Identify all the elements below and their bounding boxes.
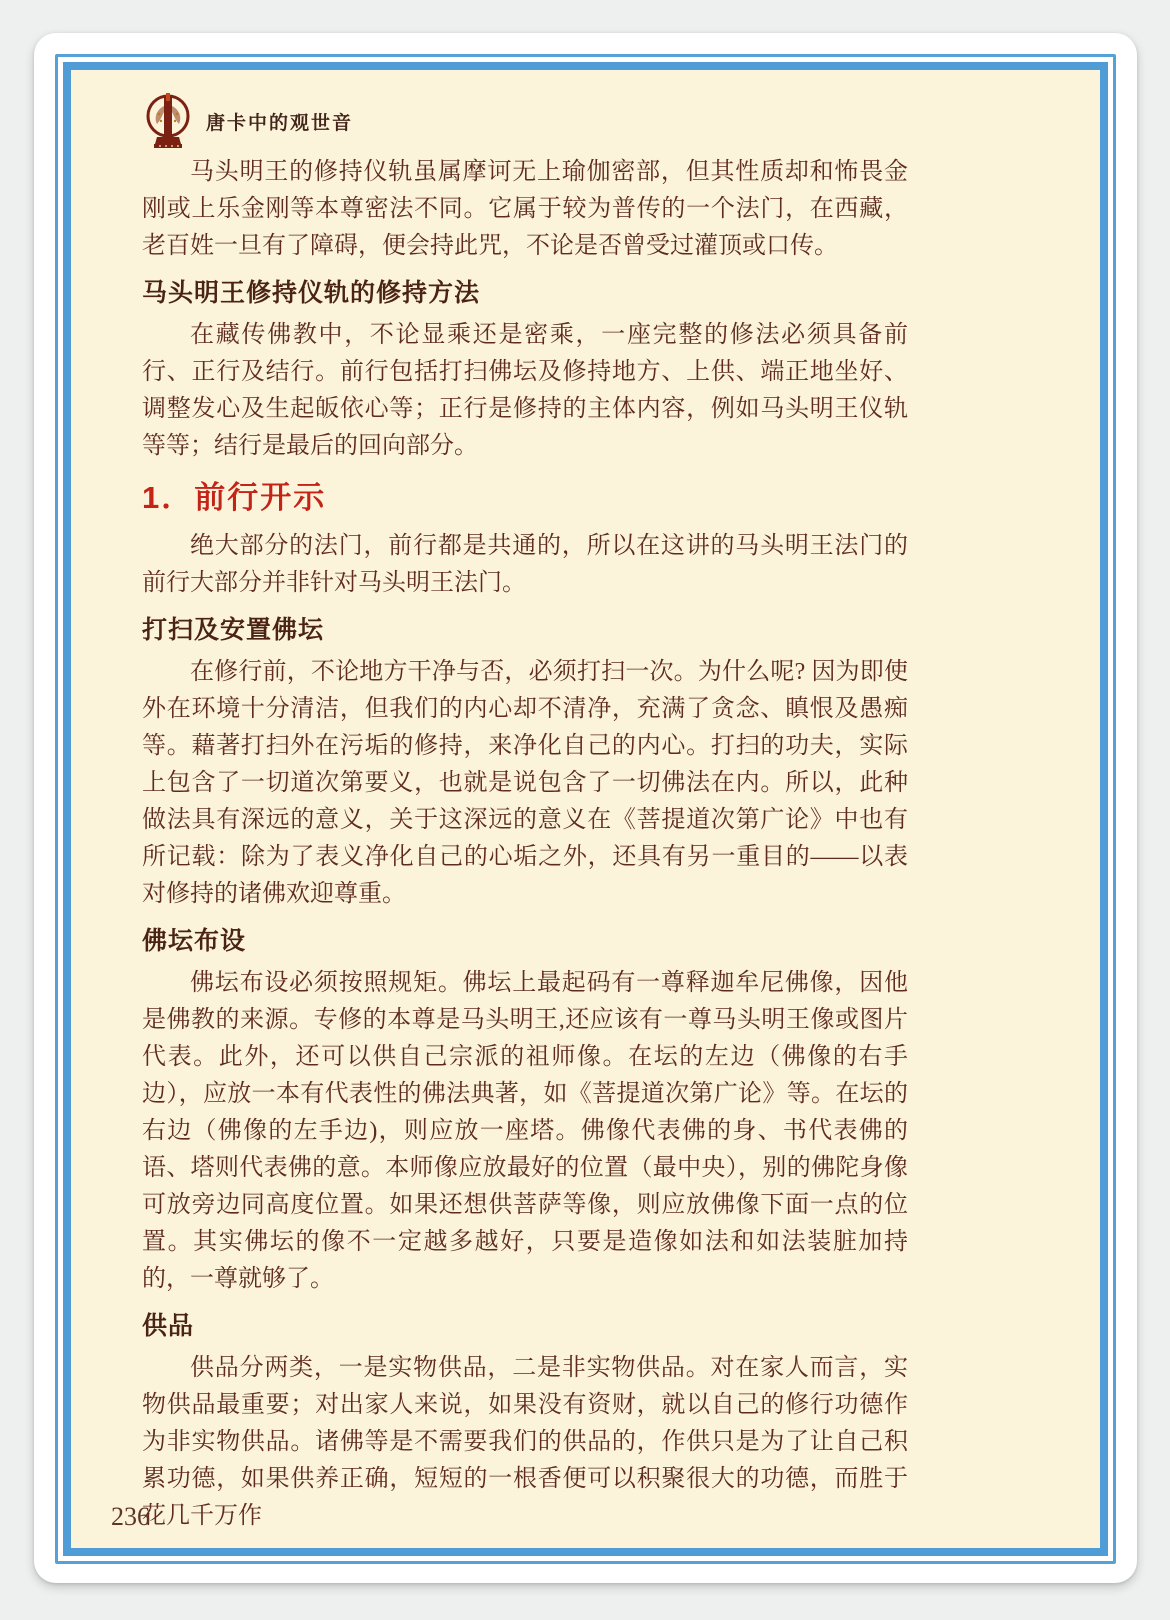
paragraph-offerings: 供品分两类，一是实物供品，二是非实物供品。对在家人而言，实物供品最重要；对出家人来说，如果没有资财，就以自己的修行功德作为非实物供品。诸佛等是不需要我们的供品的，作供只是为了让自己积累功德，如果供养正确，短短的一根香便可以积聚很大的功德，而胜于花几千万作 [142, 1355, 908, 1529]
page-content [71, 70, 1100, 1548]
paragraph-method: 在藏传佛教中，不论显乘还是密乘，一座完整的修法必须具备前行、正行及结行。前行包括打扫佛坛及修持地方、上供、端正地坐好、调整发心及生起皈依心等；正行是修持的主体内容，例如马头明王仪轨等等；结行是最后的回向部分。 [142, 322, 908, 459]
paragraph-cleaning: 在修行前，不论地方干净与否，必须打扫一次。为什么呢? 因为即使外在环境十分清洁，但我们的内心却不清净，充满了贪念、瞋恨及愚痴等。藉著打扫外在污垢的修持，来净化自己的内心。打扫的功夫，实际上包含了一切道次第要义，也就是说包含了一切佛法在内。所以，此种做法具有深远的意义，关于这深远的意义在《菩提道次第广论》中也有所记载：除为了表义净化自己的心垢之外，还具有另一重目的——以表对修持的诸佛欢迎尊重。 [142, 659, 908, 907]
text-column [142, 154, 908, 1535]
page-number: 236 [111, 1502, 150, 1531]
section-heading-altar: 佛坛布设 [142, 927, 247, 955]
book-title: 唐卡中的观世音 [206, 112, 354, 134]
paragraph-preliminary: 绝大部分的法门，前行都是共通的，所以在这讲的马头明王法门的前行大部分并非针对马头明王法门。 [142, 533, 908, 596]
section-heading-offerings: 供品 [142, 1312, 195, 1340]
section-heading-method: 马头明王修持仪轨的修持方法 [142, 279, 481, 307]
chapter-heading-preliminary: 1．前行开示 [142, 480, 327, 515]
running-header [142, 92, 1040, 150]
section-heading-cleaning: 打扫及安置佛坛 [142, 616, 325, 644]
inner-frame-border [63, 62, 1108, 1556]
book-page [34, 33, 1137, 1583]
paragraph-intro: 马头明王的修持仪轨虽属摩诃无上瑜伽密部，但其性质却和怖畏金刚或上乐金刚等本尊密法不同。它属于较为普传的一个法门，在西藏，老百姓一旦有了障碍，便会持此咒，不论是否曾受过灌顶或口传。 [142, 159, 908, 259]
paragraph-altar: 佛坛布设必须按照规矩。佛坛上最起码有一尊释迦牟尼佛像，因他是佛教的来源。专修的本尊是马头明王,还应该有一尊马头明王像或图片代表。此外，还可以供自己宗派的祖师像。在坛的左边（佛像的右手边），应放一本有代表性的佛法典著，如《菩提道次第广论》等。在坛的右边（佛像的左手边)，则应放一座塔。佛像代表佛的身、书代表佛的语、塔则代表佛的意。本师像应放最好的位置（最中央），别的佛陀身像可放旁边同高度位置。如果还想供菩萨等像，则应放佛像下面一点的位置。其实佛坛的像不一定越多越好，只要是造像如法和如法装脏加持的，一尊就够了。 [142, 970, 908, 1292]
guanyin-thangka-logo-icon [142, 92, 194, 150]
